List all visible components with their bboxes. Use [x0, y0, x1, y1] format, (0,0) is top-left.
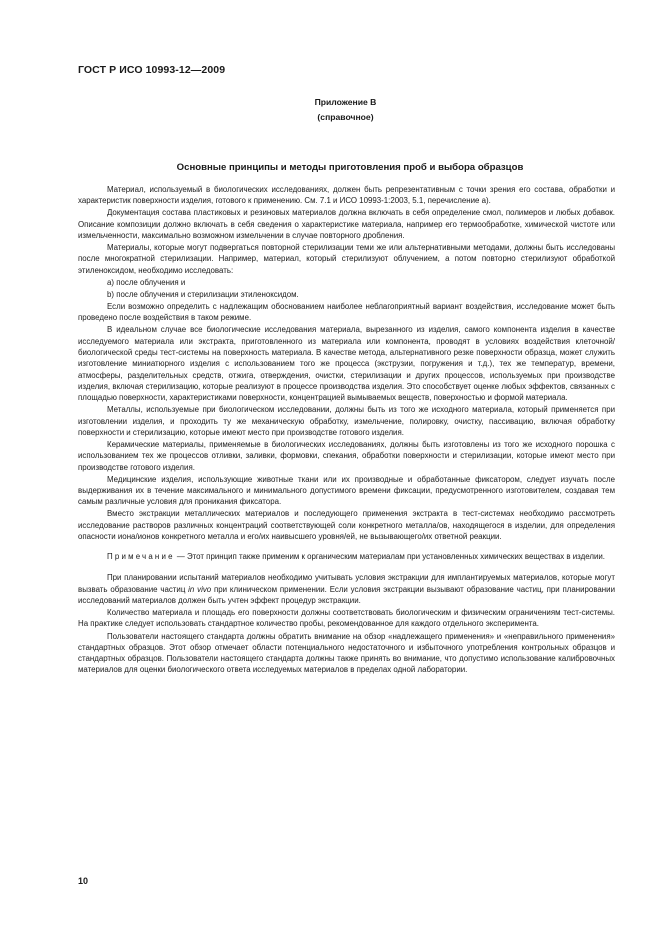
annex-title: Приложение В: [314, 97, 377, 107]
note-text: — Этот принцип также применим к органическим материалам при установленных химических веществах в изделии.: [174, 552, 605, 562]
page-number: 10: [78, 876, 89, 886]
list-item: b) после облучения и стерилизации этиленоксидом.: [107, 289, 299, 299]
paragraph: Материал, используемый в биологических исследованиях, должен быть репрезентативным с точки зрения его состава, обработки и характеристик поверхности изделия, готового к применению. См. 7.1 и ИСО 10993-1:2003, 5.1, перечисление а).: [78, 185, 615, 206]
section-title: Основные принципы и методы приготовления проб и выбора образцов: [176, 162, 524, 173]
paragraph: В идеальном случае все биологические исследования материала, вырезанного из изделия, самого компонента изделия в качестве исследуемого материала или экстракта, приготовленного из материала или компонента, проводят в условиях воздействия клеточной/биологической среды тест-системы на поверхность материала. В качестве метода, альтернативного резке поверхности образца, может служить изготовление миниатюрного изделия с использованием того же процесса (экструзии, погружения и т.д.), тех же температур, времени, атмосферы, разделительных средств, отжига, отверждения, очистки, стерилизации и других процессов, используемых при производстве изделия, включая стерилизацию, которые реализуют в процессе производства изделия. Это способствует оценке любых эффектов, связанных с площадью поверхности, характеристиками поверхности, концентрацией вымываемых веществ, поверхностью и формой материала.: [78, 325, 615, 403]
paragraph: Медицинские изделия, использующие животные ткани или их производные и обработанные фиксатором, следует изучать после выдерживания их в течение максимального и минимального допустимого времени фиксации, предусмотренного изготовителем, создавая тем самым различные условия для проникания фиксатора.: [78, 474, 615, 507]
paragraph: Материалы, которые могут подвергаться повторной стерилизации теми же или альтернативными методами, должны быть исследованы после многократной стерилизации. Например, материал, который стерилизуют облучением, а потом повторно стерилизуют обработкой этиленоксидом, необходимо исследовать:: [78, 243, 615, 275]
annex-heading: [0, 95, 661, 125]
document-body: [78, 184, 615, 676]
annex-subtitle: (справочное): [317, 112, 374, 122]
note-label: Примечание: [107, 552, 175, 562]
paragraph: Документация состава пластиковых и резиновых материалов должна включать в себя определение смол, полимеров и любых добавок. Описание композиции должно включать в себя сведения о характеристике материала, например его термообработке, химической чистоте или измельченности, максимально возможном измельчении в случае повторного дробления.: [78, 208, 615, 240]
paragraph: Вместо экстракции металлических материалов и последующего применения экстракта в тест-системах необходимо рассмотреть исследование растворов различных концентраций соответствующей соли конкретного металла/ов, находящегося в изделии, для определения опасности иона/ионов конкретного металла и его/их наивысшего уровня/ей, не вызывающего/их ответной реакции.: [78, 509, 615, 541]
list-item: a) после облучения и: [107, 277, 186, 287]
paragraph: Если возможно определить с надлежащим обоснованием наиболее неблагоприятный вариант воздействия, исследование может быть проведено после воздействия в таком режиме.: [78, 301, 615, 323]
paragraph: Керамические материалы, применяемые в биологических исследованиях, должны быть изготовлены из того же исходного порошка с использованием тех же процессов отливки, заливки, формовки, спекания, обработки поверхности и стерилизации, которые имеют место при производстве готового изделия.: [78, 439, 615, 472]
paragraph-part: При планировании испытаний материалов необходимо учитывать условия экстракции для имплантируемых материалов, которые могут вызвать образование частиц: [78, 573, 615, 594]
paragraph: Металлы, используемые при биологическом исследовании, должны быть из того же исходного материала, который применяется при изготовлении изделия, и проходить ту же механическую обработку, измельчение, полировку, очистку, пассивацию, включая обработку поверхности и стерилизацию, которые имеют место при производстве готового изделия.: [78, 405, 615, 437]
italic-term: in vivo: [188, 584, 212, 594]
paragraph-part: при клиническом применении. Если условия экстракции вызывают образование частиц, при планировании исследований материалов должен быть учтен эффект процедур экстракции.: [78, 584, 615, 606]
paragraph: [78, 572, 615, 606]
paragraph: Количество материала и площадь его поверхности должны соответствовать биологическим и физическим ограничениям тест-системы. На практике следует использовать стандартное количество пробы, рекомендованное для каждого отдельного эксперимента.: [78, 608, 615, 629]
note: [78, 551, 615, 562]
paragraph: Пользователи настоящего стандарта должны обратить внимание на обзор «надлежащего применения» и «неправильного применения» стандартных образцов. Этот обзор отмечает области потенциального недостаточного и избыточного употребления контрольных образцов и стандартных образцов. Пользователи настоящего стандарта должны также принять во внимание, что допустимо использование калибровочных материалов для оценки биологического ответа исследуемых материалов в пределах одной лаборатории.: [78, 631, 615, 675]
document-header: ГОСТ Р ИСО 10993-12—2009: [78, 64, 226, 76]
